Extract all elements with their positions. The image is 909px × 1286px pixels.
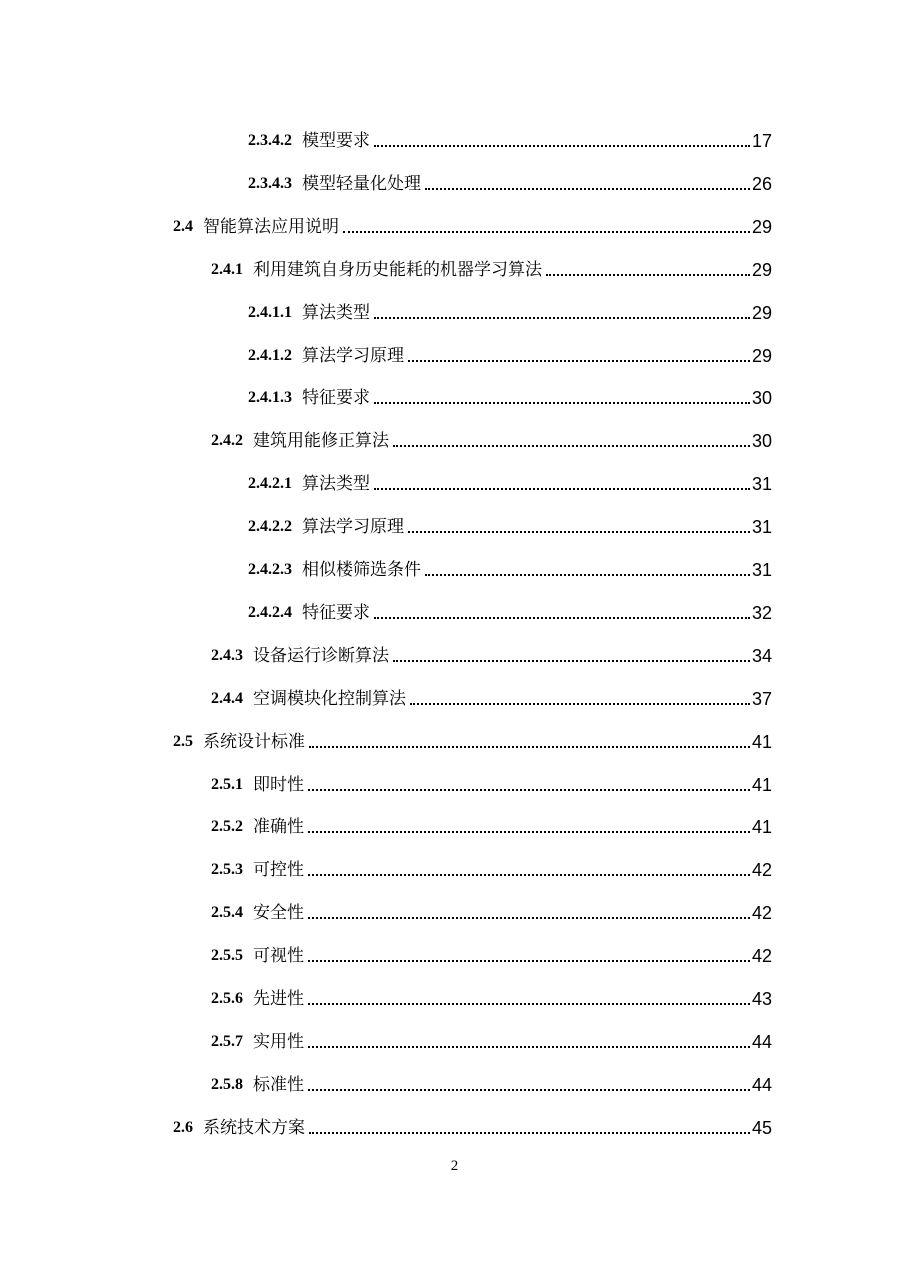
toc-entry-number: 2.4.2.3 xyxy=(248,561,292,578)
toc-dot-leader xyxy=(308,830,750,833)
toc-entry[interactable] xyxy=(173,725,772,753)
toc-entry-page: 29 xyxy=(751,302,772,323)
toc-entry-title: 标准性 xyxy=(253,1074,304,1095)
toc-entry-title: 空调模块化控制算法 xyxy=(253,688,406,709)
toc-entry-title: 算法学习原理 xyxy=(302,517,404,538)
toc-entry[interactable] xyxy=(173,210,772,238)
toc-dot-leader xyxy=(408,530,750,533)
toc-dot-leader xyxy=(308,959,750,962)
toc-entry-number: 2.5.6 xyxy=(211,990,243,1007)
toc-entry-title: 特征要求 xyxy=(302,602,370,623)
toc-dot-leader xyxy=(374,616,750,619)
toc-entry[interactable] xyxy=(211,896,772,924)
toc-entry-page: 45 xyxy=(751,1117,772,1138)
toc-entry-page: 41 xyxy=(751,817,772,838)
toc-entry-page: 30 xyxy=(751,431,772,452)
toc-entry-page: 31 xyxy=(751,474,772,495)
toc-entry-title: 模型轻量化处理 xyxy=(302,173,421,194)
toc-entry-title: 算法类型 xyxy=(302,302,370,323)
toc-dot-leader xyxy=(374,487,750,490)
toc-entry[interactable] xyxy=(211,682,772,710)
toc-entry-title: 准确性 xyxy=(253,817,304,838)
toc-entry-number: 2.4.2.4 xyxy=(248,603,292,621)
toc-entry-number: 2.4.4 xyxy=(211,689,243,707)
toc-entry-page: 44 xyxy=(751,1031,772,1052)
toc-entry-number: 2.5.3 xyxy=(211,861,243,879)
toc-entry-number: 2.4.3 xyxy=(211,646,243,664)
toc-dot-leader xyxy=(408,359,750,362)
toc-entry-page: 42 xyxy=(751,946,772,967)
toc-dot-leader xyxy=(308,916,750,919)
toc-entry-number: 2.4.2 xyxy=(211,432,243,450)
toc-entry[interactable] xyxy=(211,982,772,1010)
toc-entry-number: 2.5.7 xyxy=(211,1032,243,1050)
toc-dot-leader xyxy=(308,788,750,791)
toc-entry[interactable] xyxy=(211,939,772,967)
toc-entry-number: 2.3.4.2 xyxy=(248,132,292,149)
toc-entry-page: 30 xyxy=(751,388,772,409)
toc-entry-number: 2.4.2.1 xyxy=(248,475,292,493)
toc-dot-leader xyxy=(374,401,750,404)
toc-entry[interactable] xyxy=(211,810,772,838)
toc-entry-title: 建筑用能修正算法 xyxy=(253,431,389,452)
toc-entry-number: 2.4.1.2 xyxy=(248,346,292,364)
toc-entry[interactable] xyxy=(211,424,772,452)
toc-entry-title: 可控性 xyxy=(253,860,304,881)
toc-entry[interactable] xyxy=(211,253,772,281)
toc-entry-number: 2.6 xyxy=(173,1118,193,1136)
toc-entry-number: 2.5.2 xyxy=(211,818,243,836)
toc-entry[interactable] xyxy=(248,167,772,195)
toc-entry-title: 算法类型 xyxy=(302,474,370,495)
toc-entry-number: 2.5.8 xyxy=(211,1075,243,1093)
toc-entry[interactable] xyxy=(173,1111,772,1139)
toc-entry[interactable] xyxy=(248,596,772,624)
toc-entry-number: 2.5 xyxy=(173,732,193,750)
toc-entry-title: 相似楼筛选条件 xyxy=(302,560,421,580)
toc-entry-number: 2.4.2.2 xyxy=(248,518,292,536)
toc-entry-title: 设备运行诊断算法 xyxy=(253,645,389,666)
toc-entry[interactable] xyxy=(211,768,772,796)
toc-entry-number: 2.5.4 xyxy=(211,904,243,922)
toc-entry-title: 系统技术方案 xyxy=(203,1117,305,1138)
toc-entry-title: 利用建筑自身历史能耗的机器学习算法 xyxy=(253,259,542,280)
toc-dot-leader xyxy=(425,573,750,576)
toc-entry-page: 44 xyxy=(751,1074,772,1095)
toc-dot-leader xyxy=(546,273,750,276)
toc-dot-leader xyxy=(308,1002,750,1005)
toc-entry[interactable] xyxy=(248,510,772,538)
toc-entry-page: 41 xyxy=(751,731,772,752)
toc-entry-number: 2.4 xyxy=(173,217,193,235)
toc-dot-leader xyxy=(343,230,750,233)
toc-entry-title: 实用性 xyxy=(253,1031,304,1052)
toc-entry-title: 智能算法应用说明 xyxy=(203,216,339,237)
toc-dot-leader xyxy=(309,745,750,748)
toc-dot-leader xyxy=(393,659,750,662)
toc-entry-number: 2.5.5 xyxy=(211,947,243,965)
toc-entry-page: 29 xyxy=(751,216,772,237)
toc-entry[interactable] xyxy=(248,553,772,581)
toc-entry-page: 37 xyxy=(751,688,772,709)
toc-entry[interactable] xyxy=(211,639,772,667)
toc-entry-page: 34 xyxy=(751,645,772,666)
toc-entry[interactable] xyxy=(211,853,772,881)
toc-entry-page: 31 xyxy=(751,560,772,580)
toc-entry-title: 可视性 xyxy=(253,946,304,967)
toc-entry-title: 系统设计标准 xyxy=(203,731,305,752)
toc-entry-title: 特征要求 xyxy=(302,388,370,409)
toc-entry-title: 先进性 xyxy=(253,989,304,1009)
toc-entry-page: 32 xyxy=(751,602,772,623)
toc-dot-leader xyxy=(308,1045,750,1048)
toc-entry-title: 安全性 xyxy=(253,903,304,924)
toc-entry-page: 41 xyxy=(751,774,772,795)
toc-entry-page: 29 xyxy=(751,345,772,366)
toc-entry[interactable] xyxy=(211,1068,772,1096)
toc-entry[interactable] xyxy=(248,381,772,409)
toc-entry-page: 26 xyxy=(751,173,772,194)
toc-dot-leader xyxy=(374,316,750,319)
toc-dot-leader xyxy=(374,144,750,147)
toc-entry[interactable] xyxy=(248,339,772,367)
toc-dot-leader xyxy=(308,873,750,876)
toc-entry-page: 42 xyxy=(751,860,772,881)
toc-entry-page: 17 xyxy=(751,131,772,151)
toc-entry-number: 2.5.1 xyxy=(211,775,243,793)
toc-entry-number: 2.3.4.3 xyxy=(248,174,292,192)
page-number: 2 xyxy=(450,1158,459,1174)
toc-dot-leader xyxy=(393,444,750,447)
toc-dot-leader xyxy=(308,1088,750,1091)
toc-entry-page: 31 xyxy=(751,517,772,538)
toc-entry-number: 2.4.1 xyxy=(211,260,243,278)
toc-entry[interactable] xyxy=(248,467,772,495)
toc-dot-leader xyxy=(309,1131,750,1134)
toc-entry-page: 43 xyxy=(751,989,772,1009)
toc-entry-title: 算法学习原理 xyxy=(302,345,404,366)
toc-dot-leader xyxy=(410,702,750,705)
toc-entry-page: 29 xyxy=(751,259,772,280)
toc-entry-number: 2.4.1.3 xyxy=(248,389,292,407)
toc-entry-title: 即时性 xyxy=(253,774,304,795)
toc-entry-title: 模型要求 xyxy=(302,131,370,151)
toc-entry-number: 2.4.1.1 xyxy=(248,303,292,321)
toc-dot-leader xyxy=(425,187,750,190)
toc-entry[interactable] xyxy=(248,124,772,152)
toc-entry[interactable] xyxy=(248,296,772,324)
toc-entry[interactable] xyxy=(211,1025,772,1053)
toc-entry-page: 42 xyxy=(751,903,772,924)
